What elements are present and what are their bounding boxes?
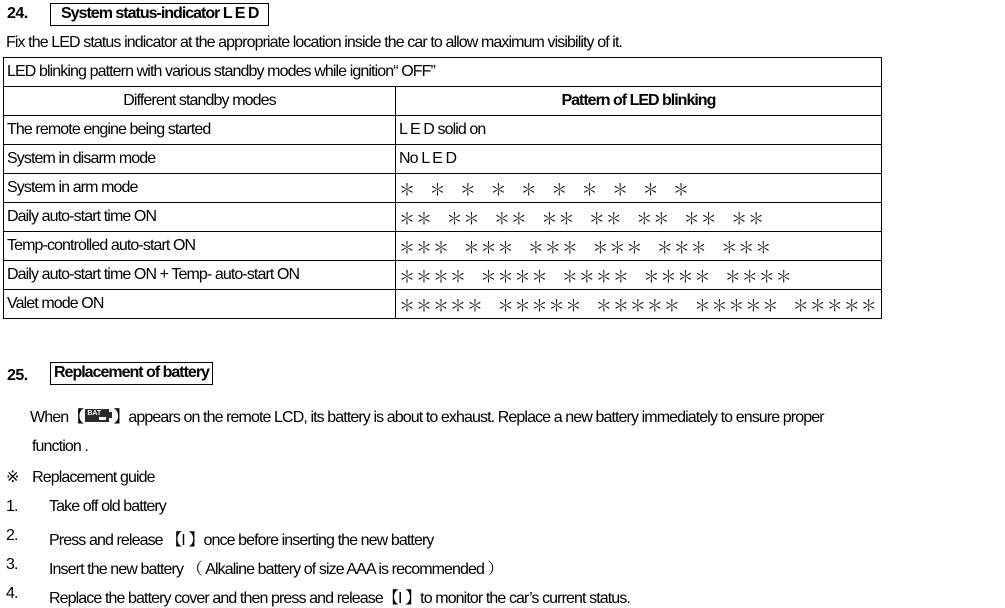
pattern-cell: ＊＊＊＊ ＊＊＊＊ ＊＊＊＊ ＊＊＊＊ ＊＊＊＊	[396, 261, 882, 290]
mode-cell: System in arm mode	[4, 174, 396, 203]
battery-low-icon	[83, 408, 113, 423]
battery-warning-prefix: When【	[30, 409, 84, 426]
section-25-number: 25.	[7, 367, 28, 384]
table-caption-row	[4, 58, 882, 87]
step-number: 1.	[6, 498, 18, 515]
header-standby-modes: Different standby modes	[4, 87, 396, 116]
mode-cell: The remote engine being started	[4, 116, 396, 145]
replacement-guide-heading	[6, 467, 155, 487]
step-text: Replace the battery cover and then press and release【I 】to monitor the car’s current status.	[49, 590, 630, 607]
battery-icon-label: BAT	[87, 410, 102, 417]
table-row	[4, 174, 882, 203]
mode-cell: System in disarm mode	[4, 145, 396, 174]
table-row	[4, 232, 882, 261]
battery-warning-continuation: function .	[32, 438, 88, 455]
step-text: Take off old battery	[49, 498, 166, 515]
pattern-cell: ＊＊＊＊＊ ＊＊＊＊＊ ＊＊＊＊＊ ＊＊＊＊＊ ＊＊＊＊＊	[396, 290, 882, 319]
step-number: 2.	[6, 527, 18, 544]
section-24-number: 24.	[7, 5, 28, 22]
section-24-intro: Fix the LED status indicator at the appropriate location inside the car to allow maximum visibility of it.	[6, 34, 623, 51]
table-row	[4, 145, 882, 174]
mode-cell: Temp-controlled auto-start ON	[4, 232, 396, 261]
section-24-title: System status-indicator L E D	[50, 3, 269, 26]
table-header-row	[4, 87, 882, 116]
step-text: Insert the new battery （ Alkaline battery of size AAA is recommended ）	[49, 561, 503, 578]
mode-cell: Daily auto-start time ON + Temp- auto-start ON	[4, 261, 396, 290]
mode-cell: Daily auto-start time ON	[4, 203, 396, 232]
table-row	[4, 290, 882, 319]
table-caption: LED blinking pattern with various standby modes while ignition“ OFF”	[4, 58, 882, 87]
pattern-cell: ＊＊＊ ＊＊＊ ＊＊＊ ＊＊＊ ＊＊＊ ＊＊＊	[396, 232, 882, 261]
step-text: Press and release 【I 】once before inserting the new battery	[49, 532, 434, 549]
step-number: 4.	[6, 585, 18, 602]
step-number: 3.	[6, 556, 18, 573]
replacement-guide-title: Replacement guide	[32, 469, 155, 486]
mode-cell: Valet mode ON	[4, 290, 396, 319]
header-pattern: Pattern of LED blinking	[396, 87, 882, 116]
battery-warning-suffix: 】appears on the remote LCD, its battery is about to exhaust. Replace a new battery immediately to ensure proper	[113, 409, 824, 426]
table-row	[4, 116, 882, 145]
table-row	[4, 203, 882, 232]
led-pattern-table	[3, 57, 882, 319]
table-row	[4, 261, 882, 290]
reference-mark-icon: ※	[6, 469, 19, 486]
battery-warning-line	[30, 404, 824, 427]
pattern-cell: No L E D	[396, 145, 882, 174]
pattern-cell: ＊ ＊ ＊ ＊ ＊ ＊ ＊ ＊ ＊ ＊	[396, 174, 882, 203]
section-25-title: Replacement of battery	[50, 362, 213, 385]
pattern-cell: ＊＊ ＊＊ ＊＊ ＊＊ ＊＊ ＊＊ ＊＊ ＊＊	[396, 203, 882, 232]
pattern-cell: L E D solid on	[396, 116, 882, 145]
